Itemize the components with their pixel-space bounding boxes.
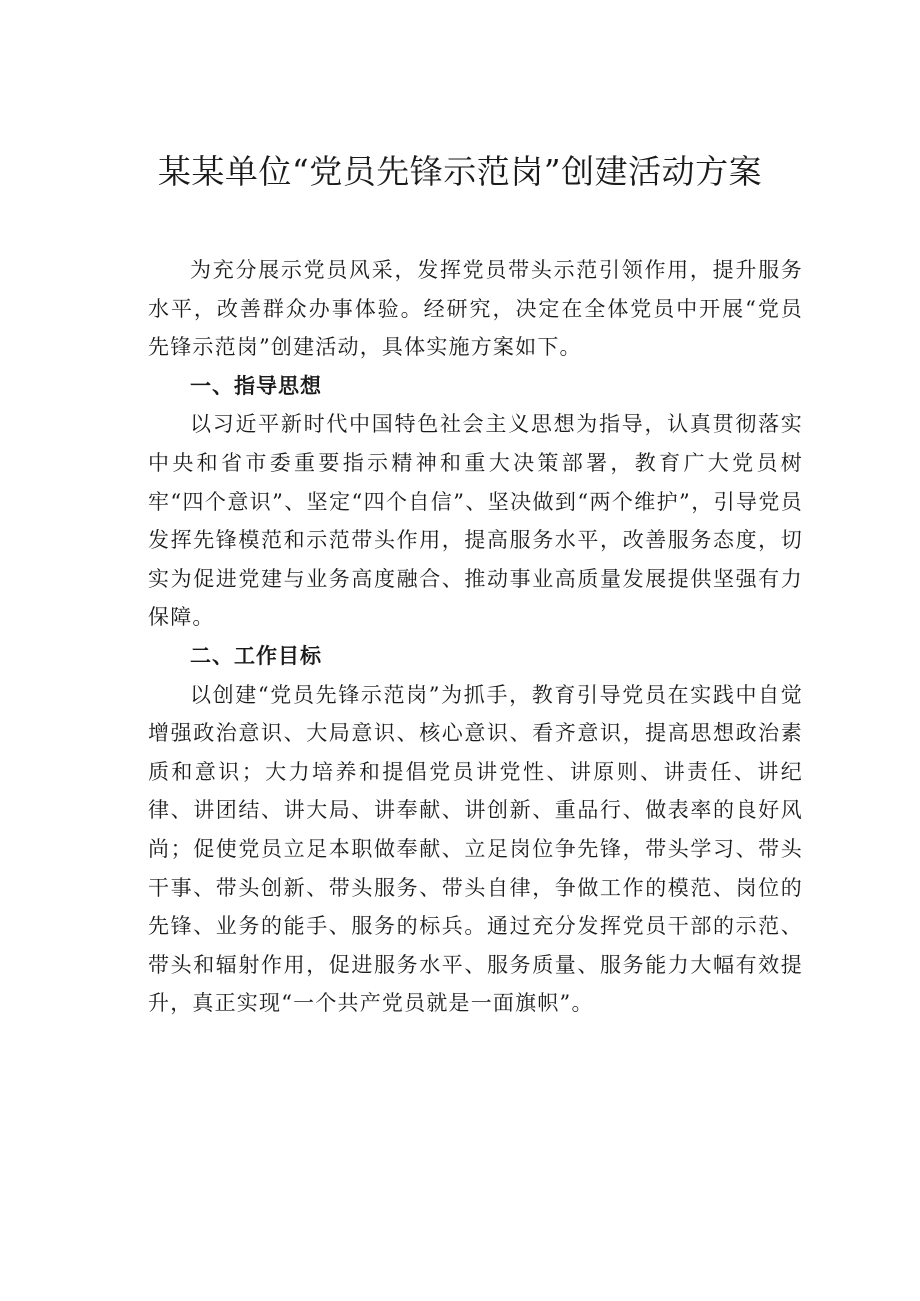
- section-paragraph-guiding-ideology: 以习近平新时代中国特色社会主义思想为指导，认真贯彻落实中央和省市委重要指示精神和重大决策部署，教育广大党员树牢“四个意识”、坚定“四个自信”、坚决做到“两个维护”，引导党员发挥先锋模范和示范带头作用，提高服务水平，改善服务态度，切实为促进党建与业务高度融合、推动事业高质量发展提供坚强有力保障。: [148, 412, 803, 630]
- document-body: [148, 251, 803, 1023]
- section-heading-work-goals: 二、工作目标: [190, 643, 322, 668]
- intro-paragraph: 为充分展示党员风采，发挥党员带头示范引领作用，提升服务水平，改善群众办事体验。经研究，决定在全体党员中开展“党员先锋示范岗”创建活动，具体实施方案如下。: [148, 258, 803, 360]
- section-heading-guiding-ideology: 一、指导思想: [190, 373, 322, 398]
- document-title: 某某单位“党员先锋示范岗”创建活动方案: [157, 152, 763, 191]
- section-paragraph-work-goals: 以创建“党员先锋示范岗”为抓手，教育引导党员在实践中自觉增强政治意识、大局意识、核心意识、看齐意识，提高思想政治素质和意识；大力培养和提倡党员讲党性、讲原则、讲责任、讲纪律、讲团结、讲大局、讲奉献、讲创新、重品行、做表率的良好风尚；促使党员立足本职做奉献、立足岗位争先锋，带头学习、带头干事、带头创新、带头服务、带头自律，争做工作的模范、岗位的先锋、业务的能手、服务的标兵。通过充分发挥党员干部的示范、带头和辐射作用，促进服务水平、服务质量、服务能力大幅有效提升，真正实现“一个共产党员就是一面旗帜”。: [148, 682, 803, 1016]
